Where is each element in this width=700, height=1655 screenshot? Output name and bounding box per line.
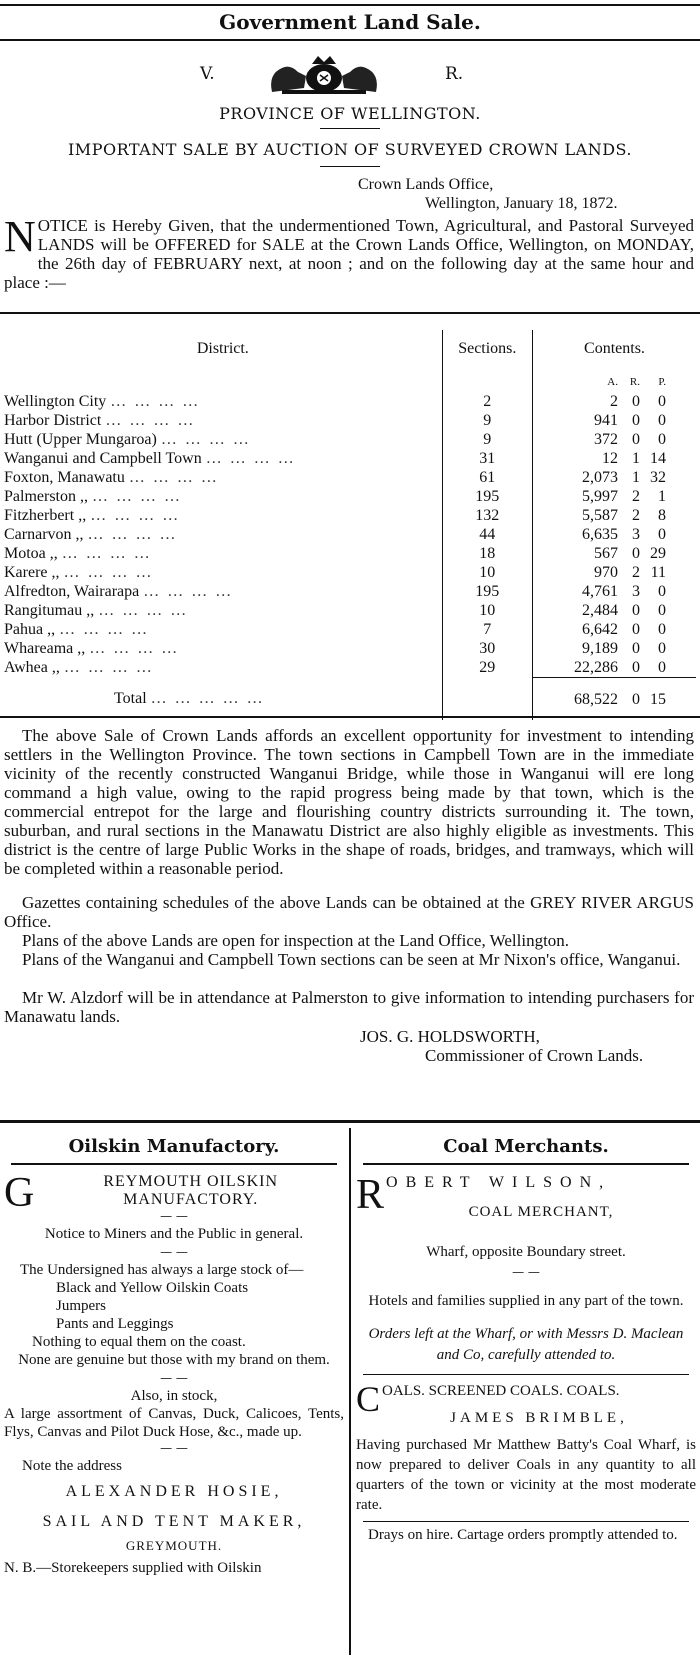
unit-perches: P. xyxy=(658,376,666,388)
perches-cell: 32 xyxy=(650,469,666,486)
sections-cell: 10 xyxy=(442,601,532,620)
sections-cell: 61 xyxy=(442,468,532,487)
coal-hotels: Hotels and families supplied in any part of the town. xyxy=(368,1293,684,1309)
district-name: Hutt (Upper Mungaroa) xyxy=(4,431,157,448)
acres-cell: 5,587 xyxy=(582,507,618,524)
coal-dropcap: R xyxy=(356,1172,385,1218)
table-row: Motoa ,, … … … … 18 567 0 29 xyxy=(4,544,696,563)
acres-cell: 2 xyxy=(610,393,618,410)
coal-orders: Orders left at the Wharf, or with Messrs D. Maclean and Co, carefully attended to. xyxy=(368,1326,684,1363)
oilskin-intro: The Undersigned has always a large stock of— xyxy=(20,1262,304,1278)
total-roods: 0 xyxy=(632,690,640,708)
district-name: Foxton, Manawatu xyxy=(4,469,125,486)
roods-cell: 0 xyxy=(632,621,640,638)
unit-acres: A. xyxy=(607,376,618,388)
acres-cell: 2,073 xyxy=(582,469,618,486)
coal-trade: COAL MERCHANT, xyxy=(468,1204,614,1220)
perches-cell: 0 xyxy=(658,431,666,448)
table-row: Whareama ,, … … … … 30 9,189 0 0 xyxy=(4,639,696,658)
sections-cell: 10 xyxy=(442,563,532,582)
total-row: Total … … … … … 68,522 0 15 xyxy=(4,678,696,721)
oilskin-equal: Nothing to equal them on the coast. xyxy=(32,1334,246,1350)
oilskin-heading: Oilskin Manufactory. xyxy=(68,1136,280,1157)
table-row: Awhea ,, … … … … 29 22,286 0 0 xyxy=(4,658,696,678)
roods-cell: 3 xyxy=(632,583,640,600)
acres-cell: 2,484 xyxy=(582,602,618,619)
perches-cell: 14 xyxy=(650,450,666,467)
table-row: Foxton, Manawatu … … … … 61 2,073 1 32 xyxy=(4,468,696,487)
district-name: Palmerston ,, xyxy=(4,488,88,505)
district-name: Whareama ,, xyxy=(4,640,86,657)
perches-cell: 0 xyxy=(658,659,666,676)
table-row: Fitzherbert ,, … … … … 132 5,587 2 8 xyxy=(4,506,696,525)
oilskin-item: Jumpers xyxy=(56,1298,106,1314)
district-name: Wellington City xyxy=(4,393,107,410)
perches-cell: 0 xyxy=(658,526,666,543)
sections-cell: 18 xyxy=(442,544,532,563)
brimble-paragraph: Having purchased Mr Matthew Batty's Coal Wharf, is now prepared to deliver Coals in any quantity to all quarters of the town or vicinity at the most moderate rate. xyxy=(356,1437,696,1513)
roods-cell: 0 xyxy=(632,412,640,429)
column-divider xyxy=(349,1128,351,1655)
oilskin-name: ALEXANDER HOSIE, xyxy=(65,1483,283,1500)
oilskin-genuine: None are genuine but those with my brand on them. xyxy=(18,1352,330,1368)
notice-paragraph xyxy=(4,212,694,292)
plans-paragraph: Plans of the above Lands are open for inspection at the Land Office, Wellington. xyxy=(22,931,570,950)
total-label: Total xyxy=(114,690,147,708)
investment-paragraph: The above Sale of Crown Lands affords an excellent opportunity for investment to intending settlers in the Wellington Province. The town sections in Campbell Town are in the immediate vicinity of the recently constructed Wanganui Bridge, while those in Wanganui will ere long command a high value, owing to the rapid progress being made by that town, which is the commercial entrepot for the large and flourishing country districts surrounding it. The town, suburban, and rural sections in the Manawatu District are also highly eligible as investments. This district is the centre of large Public Works in the shape of roads, bridges, and tramways, which will be completed within a reasonable period. xyxy=(4,726,694,878)
total-acres: 68,522 xyxy=(574,690,618,708)
oilskin-nb: N. B.—Storekeepers supplied with Oilskin xyxy=(4,1560,262,1576)
coals-dropcap: C xyxy=(356,1379,381,1419)
sections-cell: 31 xyxy=(442,449,532,468)
page-title: Government Land Sale. xyxy=(219,10,481,34)
perches-cell: 0 xyxy=(658,640,666,657)
sections-cell: 2 xyxy=(442,392,532,411)
top-rule xyxy=(0,4,700,6)
roods-cell: 0 xyxy=(632,545,640,562)
oilskin-notice: Notice to Miners and the Public in general. xyxy=(44,1226,304,1242)
district-name: Alfredton, Wairarapa xyxy=(4,583,140,600)
sections-header: Sections. xyxy=(442,330,532,366)
brimble-name: JAMES BRIMBLE, xyxy=(450,1410,628,1426)
table-row: Hutt (Upper Mungaroa) … … … … 9 372 0 0 xyxy=(4,430,696,449)
royal-coat-of-arms-icon xyxy=(262,54,386,96)
table-row: Wanganui and Campbell Town … … … … 31 12 1 14 xyxy=(4,449,696,468)
coal-heading: Coal Merchants. xyxy=(443,1136,609,1157)
table-row: Harbor District … … … … 9 941 0 0 xyxy=(4,411,696,430)
acres-cell: 567 xyxy=(594,545,618,562)
divider xyxy=(320,128,380,129)
table-row: Rangitumau ,, … … … … 10 2,484 0 0 xyxy=(4,601,696,620)
table-top-rule xyxy=(0,312,700,314)
r-letter: R. xyxy=(445,64,464,84)
notice-text: OTICE is Hereby Given, that the undermentioned Town, Agricultural, and Pastoral Surveyed LANDS will be OFFERED for SALE at the Crown Lands Office, Wellington, on MONDAY, the 26th day of FEBRUARY next, at noon ; and on the following day at the same hour and place :— xyxy=(4,216,694,292)
oilskin-advert: Oilskin Manufactory. G REYMOUTH OILSKIN MANUFACTORY. — — Notice to Miners and the Public in general. — — The Undersigned has always a large stock of— Black and Yellow Oilskin Coats Jumpers Pants and Leggings Nothing to equal them on the coast. None are genuine but those with my brand on them. — — Also, in stock, A large assortment of Canvas, Duck, Calicoes, Tents, Flys, Canvas and Pilot Duck Hose, &c., made up. — — Note the address ALEXANDER HOSIE, SAIL AND TENT MAKER, GREYMOUTH. N. B.—Storekeepers supplied with Oilskin xyxy=(4,1136,344,1576)
oilskin-title: G REYMOUTH OILSKIN MANUFACTORY. xyxy=(4,1170,278,1216)
office-line: Crown Lands Office, xyxy=(358,176,494,193)
oilskin-item: Pants and Leggings xyxy=(56,1316,174,1332)
perches-cell: 0 xyxy=(658,412,666,429)
acres-cell: 6,635 xyxy=(582,526,618,543)
district-header: District. xyxy=(196,339,249,357)
contents-header: Contents. xyxy=(532,330,696,366)
perches-cell: 0 xyxy=(658,583,666,600)
acres-cell: 9,189 xyxy=(582,640,618,657)
roods-cell: 0 xyxy=(632,659,640,676)
sections-cell: 44 xyxy=(442,525,532,544)
oilskin-trade: SAIL AND TENT MAKER, xyxy=(42,1513,306,1530)
district-name: Harbor District xyxy=(4,412,102,429)
sections-cell: 29 xyxy=(442,658,532,678)
acres-cell: 22,286 xyxy=(574,659,618,676)
sections-cell: 30 xyxy=(442,639,532,658)
divider xyxy=(320,166,380,167)
roods-cell: 2 xyxy=(632,507,640,524)
coals-text: OALS. SCREENED COALS. COALS. xyxy=(382,1383,620,1399)
district-name: Fitzherbert ,, xyxy=(4,507,87,524)
dropcap: N xyxy=(4,212,36,261)
signer-name: JOS. G. HOLDSWORTH, xyxy=(360,1027,540,1046)
district-name: Motoa ,, xyxy=(4,545,58,562)
oilskin-item: Black and Yellow Oilskin Coats xyxy=(56,1280,249,1296)
alzdorf-paragraph: Mr W. Alzdorf will be in attendance at Palmerston to give information to intending purchasers for Manawatu lands. xyxy=(4,988,694,1026)
acres-cell: 372 xyxy=(594,431,618,448)
oilskin-also: Also, in stock, xyxy=(130,1388,218,1404)
oilskin-assortment: A large assortment of Canvas, Duck, Calicoes, Tents, Flys, Canvas and Pilot Duck Hose, &c., made up. xyxy=(4,1406,344,1440)
coal-wharf: Wharf, opposite Boundary street. xyxy=(426,1244,626,1260)
table-row: Carnarvon ,, … … … … 44 6,635 3 0 xyxy=(4,525,696,544)
sections-cell: 9 xyxy=(442,430,532,449)
wanganui-plans-paragraph: Plans of the Wanganui and Campbell Town sections can be seen at Mr Nixon's office, Wanganui. xyxy=(22,950,681,969)
district-name: Wanganui and Campbell Town xyxy=(4,450,202,467)
perches-cell: 8 xyxy=(658,507,666,524)
roods-cell: 0 xyxy=(632,602,640,619)
acres-cell: 970 xyxy=(594,564,618,581)
roods-cell: 2 xyxy=(632,488,640,505)
sections-cell: 9 xyxy=(442,411,532,430)
gazettes-paragraph: Gazettes containing schedules of the above Lands can be obtained at the GREY RIVER ARGUS Office. xyxy=(4,893,694,931)
sections-cell: 132 xyxy=(442,506,532,525)
roods-cell: 3 xyxy=(632,526,640,543)
roods-cell: 1 xyxy=(632,469,640,486)
perches-cell: 1 xyxy=(658,488,666,505)
district-name: Carnarvon ,, xyxy=(4,526,84,543)
roods-cell: 2 xyxy=(632,564,640,581)
acres-cell: 4,761 xyxy=(582,583,618,600)
dateline: Wellington, January 18, 1872. xyxy=(425,195,618,212)
table-row: Pahua ,, … … … … 7 6,642 0 0 xyxy=(4,620,696,639)
province-heading: PROVINCE OF WELLINGTON. xyxy=(219,104,481,123)
perches-cell: 0 xyxy=(658,393,666,410)
table-header-row xyxy=(4,330,696,366)
acres-cell: 941 xyxy=(594,412,618,429)
district-name: Awhea ,, xyxy=(4,659,60,677)
coal-advert: Coal Merchants. ROBERT WILSON, COAL MERCHANT, Wharf, opposite Boundary street. — — Hotels and families supplied in any part of the town. Orders left at the Wharf, or with Messrs D. Maclean and Co, carefully attended to. COALS. SCREENED COALS. COALS. JAMES BRIMBLE, Having purchased Mr Matthew Batty's Coal Wharf, is now prepared to deliver Coals in any quantity to all quarters of the town or vicinity at the most moderate rate. Drays on hire. Cartage orders promptly attended to. xyxy=(356,1136,696,1543)
district-name: Karere ,, xyxy=(4,564,60,581)
table-row: Wellington City … … … … 2 2 0 0 xyxy=(4,392,696,411)
district-name: Rangitumau ,, xyxy=(4,602,95,619)
perches-cell: 0 xyxy=(658,621,666,638)
sections-cell: 7 xyxy=(442,620,532,639)
drays-line: Drays on hire. Cartage orders promptly attended to. xyxy=(368,1527,678,1543)
roods-cell: 0 xyxy=(632,640,640,657)
oilskin-dropcap: G xyxy=(4,1170,36,1216)
oilskin-town: GREYMOUTH. xyxy=(125,1538,223,1553)
acres-cell: 5,997 xyxy=(582,488,618,505)
perches-cell: 11 xyxy=(650,564,666,581)
sections-cell: 195 xyxy=(442,582,532,601)
acres-cell: 12 xyxy=(602,450,618,467)
coal-owner: OBERT WILSON, xyxy=(386,1174,612,1191)
oilskin-note: Note the address xyxy=(22,1458,122,1474)
total-perches: 15 xyxy=(650,690,666,708)
signer-title: Commissioner of Crown Lands. xyxy=(425,1046,644,1065)
v-letter: V. xyxy=(200,64,215,84)
royal-header xyxy=(0,54,700,94)
unit-roods: R. xyxy=(629,376,640,388)
district-name: Pahua ,, xyxy=(4,621,56,638)
roods-cell: 1 xyxy=(632,450,640,467)
title-rule xyxy=(0,39,700,41)
table-row: Alfredton, Wairarapa … … … … 195 4,761 3 0 xyxy=(4,582,696,601)
perches-cell: 0 xyxy=(658,602,666,619)
roods-cell: 0 xyxy=(632,431,640,448)
sale-subtitle: IMPORTANT SALE BY AUCTION OF SURVEYED CROWN LANDS. xyxy=(67,140,632,159)
section-rule xyxy=(0,1120,700,1123)
acres-cell: 6,642 xyxy=(582,621,618,638)
land-table xyxy=(4,330,696,720)
perches-cell: 29 xyxy=(650,545,666,562)
table-row: Karere ,, … … … … 10 970 2 11 xyxy=(4,563,696,582)
roods-cell: 0 xyxy=(632,393,640,410)
table-row: Palmerston ,, … … … … 195 5,997 2 1 xyxy=(4,487,696,506)
units-row xyxy=(4,366,696,392)
sections-cell: 195 xyxy=(442,487,532,506)
table-bottom-rule xyxy=(0,716,700,718)
